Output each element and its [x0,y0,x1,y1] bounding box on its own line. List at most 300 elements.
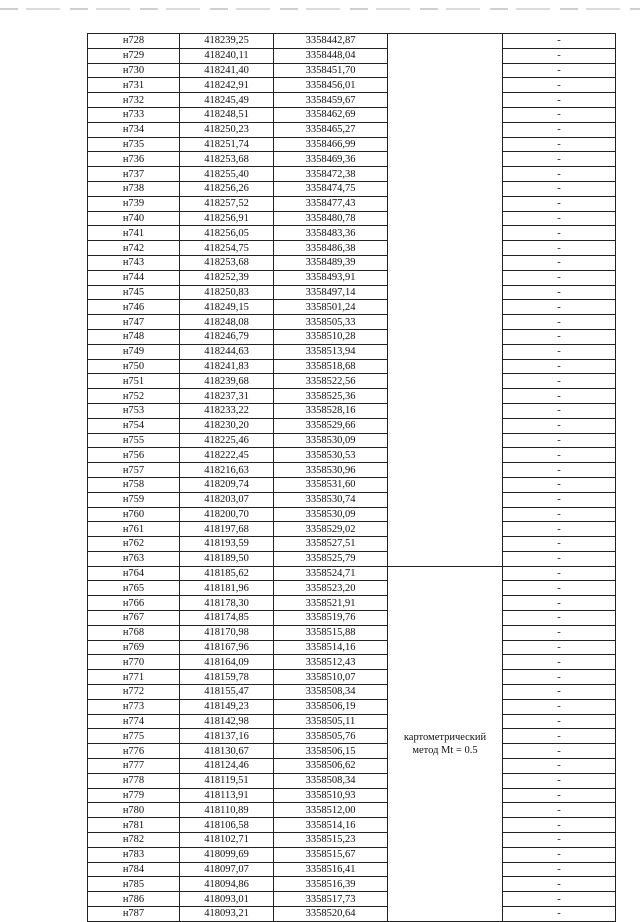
extra-value: - [503,418,616,433]
table-row [88,492,616,507]
coord-x: 418241,83 [180,359,274,374]
coord-y: 3358523,20 [274,581,388,596]
table-row [88,788,616,803]
point-name: н773 [88,699,180,714]
coord-x: 418253,68 [180,255,274,270]
coord-y: 3358520,64 [274,907,388,922]
coord-y: 3358506,62 [274,759,388,774]
coord-x: 418110,89 [180,803,274,818]
coord-x: 418256,91 [180,211,274,226]
extra-value: - [503,892,616,907]
coord-x: 418124,46 [180,759,274,774]
extra-value: - [503,34,616,49]
coord-y: 3358512,43 [274,655,388,670]
coord-y: 3358525,79 [274,551,388,566]
coord-y: 3358521,91 [274,596,388,611]
point-name: н736 [88,152,180,167]
table-row [88,862,616,877]
table-row [88,122,616,137]
extra-value: - [503,788,616,803]
extra-value: - [503,862,616,877]
point-name: н759 [88,492,180,507]
point-name: н752 [88,389,180,404]
coord-y: 3358505,11 [274,714,388,729]
coord-x: 418249,15 [180,300,274,315]
coord-y: 3358480,78 [274,211,388,226]
coord-y: 3358472,38 [274,167,388,182]
table-row [88,759,616,774]
table-row [88,803,616,818]
table-row [88,137,616,152]
method-label-line1: картометрический [403,731,487,743]
point-name: н783 [88,847,180,862]
table-row [88,596,616,611]
coord-y: 3358477,43 [274,196,388,211]
extra-value: - [503,611,616,626]
coord-x: 418149,23 [180,699,274,714]
table-row [88,507,616,522]
point-name: н766 [88,596,180,611]
extra-value: - [503,48,616,63]
coord-y: 3358516,41 [274,862,388,877]
coord-x: 418174,85 [180,611,274,626]
coord-y: 3358530,96 [274,463,388,478]
coord-x: 418164,09 [180,655,274,670]
coord-x: 418241,40 [180,63,274,78]
extra-value: - [503,93,616,108]
coord-y: 3358474,75 [274,181,388,196]
table-row [88,625,616,640]
point-name: н762 [88,537,180,552]
extra-value: - [503,152,616,167]
coord-y: 3358522,56 [274,374,388,389]
coord-x: 418250,23 [180,122,274,137]
point-name: н747 [88,315,180,330]
coord-y: 3358529,02 [274,522,388,537]
extra-value: - [503,773,616,788]
point-name: н787 [88,907,180,922]
coord-y: 3358512,00 [274,803,388,818]
coord-x: 418239,25 [180,34,274,49]
table-row [88,152,616,167]
coord-y: 3358508,34 [274,685,388,700]
table-row [88,226,616,241]
coord-y: 3358510,28 [274,329,388,344]
coord-y: 3358501,24 [274,300,388,315]
coord-x: 418097,07 [180,862,274,877]
coordinates-table [87,33,616,922]
table-row [88,847,616,862]
table-row [88,403,616,418]
point-name: н730 [88,63,180,78]
point-name: н745 [88,285,180,300]
coord-y: 3358510,07 [274,670,388,685]
coord-x: 418093,21 [180,907,274,922]
point-name: н750 [88,359,180,374]
coord-y: 3358505,33 [274,315,388,330]
point-name: н756 [88,448,180,463]
table-row [88,270,616,285]
extra-value: - [503,448,616,463]
method-cell [388,566,503,921]
point-name: н776 [88,744,180,759]
table-row [88,892,616,907]
point-name: н746 [88,300,180,315]
extra-value: - [503,78,616,93]
table-row [88,374,616,389]
coord-x: 418203,07 [180,492,274,507]
point-name: н777 [88,759,180,774]
extra-value: - [503,315,616,330]
table-row [88,611,616,626]
coord-y: 3358508,34 [274,773,388,788]
table-row [88,63,616,78]
point-name: н734 [88,122,180,137]
point-name: н728 [88,34,180,49]
coord-x: 418113,91 [180,788,274,803]
coord-x: 418137,16 [180,729,274,744]
coord-x: 418170,98 [180,625,274,640]
point-name: н769 [88,640,180,655]
coord-x: 418200,70 [180,507,274,522]
table-row [88,463,616,478]
coord-y: 3358517,73 [274,892,388,907]
point-name: н772 [88,685,180,700]
coord-y: 3358505,76 [274,729,388,744]
table-row [88,167,616,182]
table-row [88,744,616,759]
point-name: н781 [88,818,180,833]
extra-value: - [503,522,616,537]
extra-value: - [503,300,616,315]
point-name: н767 [88,611,180,626]
table-row [88,477,616,492]
point-name: н786 [88,892,180,907]
coord-x: 418250,83 [180,285,274,300]
point-name: н732 [88,93,180,108]
table-row [88,300,616,315]
point-name: н780 [88,803,180,818]
coord-x: 418193,59 [180,537,274,552]
extra-value: - [503,907,616,922]
extra-value: - [503,640,616,655]
coord-x: 418209,74 [180,477,274,492]
point-name: н735 [88,137,180,152]
coord-x: 418222,45 [180,448,274,463]
point-name: н731 [88,78,180,93]
point-name: н751 [88,374,180,389]
point-name: н765 [88,581,180,596]
coord-x: 418244,63 [180,344,274,359]
coord-x: 418248,08 [180,315,274,330]
coord-y: 3358442,87 [274,34,388,49]
coord-y: 3358497,14 [274,285,388,300]
table-row [88,181,616,196]
extra-value: - [503,137,616,152]
extra-value: - [503,329,616,344]
coord-x: 418246,79 [180,329,274,344]
table-row [88,833,616,848]
extra-value: - [503,729,616,744]
coord-x: 418240,11 [180,48,274,63]
coord-x: 418251,74 [180,137,274,152]
point-name: н760 [88,507,180,522]
table-row [88,389,616,404]
extra-value: - [503,803,616,818]
point-name: н763 [88,551,180,566]
coord-y: 3358516,39 [274,877,388,892]
point-name: н778 [88,773,180,788]
coord-x: 418106,58 [180,818,274,833]
coord-x: 418230,20 [180,418,274,433]
extra-value: - [503,670,616,685]
coord-x: 418248,51 [180,107,274,122]
coord-y: 3358515,23 [274,833,388,848]
point-name: н755 [88,433,180,448]
coord-x: 418225,46 [180,433,274,448]
coord-y: 3358531,60 [274,477,388,492]
coord-x: 418119,51 [180,773,274,788]
coord-y: 3358530,09 [274,507,388,522]
extra-value: - [503,492,616,507]
coord-y: 3358486,38 [274,241,388,256]
coordinates-table-body [88,34,616,922]
coord-x: 418155,47 [180,685,274,700]
coord-x: 418233,22 [180,403,274,418]
coord-x: 418256,05 [180,226,274,241]
point-name: н779 [88,788,180,803]
coord-x: 418257,52 [180,196,274,211]
point-name: н757 [88,463,180,478]
coord-x: 418130,67 [180,744,274,759]
table-row [88,818,616,833]
table-row [88,714,616,729]
table-row [88,255,616,270]
table-row [88,34,616,49]
coord-y: 3358462,69 [274,107,388,122]
extra-value: - [503,566,616,581]
coord-x: 418178,30 [180,596,274,611]
coord-x: 418142,98 [180,714,274,729]
coord-x: 418159,78 [180,670,274,685]
table-row [88,685,616,700]
coord-y: 3358514,16 [274,818,388,833]
coord-y: 3358524,71 [274,566,388,581]
extra-value: - [503,255,616,270]
extra-value: - [503,744,616,759]
coord-y: 3358525,36 [274,389,388,404]
table-row [88,551,616,566]
method-label-line2: метод Mt = 0.5 [412,744,478,756]
table-row [88,877,616,892]
coord-y: 3358528,16 [274,403,388,418]
coord-y: 3358530,53 [274,448,388,463]
coord-y: 3358506,15 [274,744,388,759]
coord-y: 3358529,66 [274,418,388,433]
coord-y: 3358459,67 [274,93,388,108]
extra-value: - [503,285,616,300]
coord-y: 3358530,09 [274,433,388,448]
point-name: н753 [88,403,180,418]
table-row [88,566,616,581]
extra-value: - [503,596,616,611]
extra-value: - [503,403,616,418]
table-row [88,418,616,433]
coord-x: 418237,31 [180,389,274,404]
extra-value: - [503,389,616,404]
point-name: н733 [88,107,180,122]
extra-value: - [503,477,616,492]
extra-value: - [503,433,616,448]
coord-y: 3358527,51 [274,537,388,552]
table-row [88,107,616,122]
extra-value: - [503,847,616,862]
point-name: н768 [88,625,180,640]
coord-y: 3358519,76 [274,611,388,626]
extra-value: - [503,181,616,196]
extra-value: - [503,655,616,670]
coord-x: 418094,86 [180,877,274,892]
extra-value: - [503,833,616,848]
coord-y: 3358489,39 [274,255,388,270]
coord-x: 418093,01 [180,892,274,907]
extra-value: - [503,122,616,137]
extra-value: - [503,63,616,78]
table-row [88,699,616,714]
coord-y: 3358465,27 [274,122,388,137]
table-row [88,241,616,256]
point-name: н785 [88,877,180,892]
extra-value: - [503,551,616,566]
extra-value: - [503,581,616,596]
coord-x: 418197,68 [180,522,274,537]
coord-x: 418252,39 [180,270,274,285]
coord-y: 3358448,04 [274,48,388,63]
point-name: н782 [88,833,180,848]
coord-x: 418255,40 [180,167,274,182]
coord-y: 3358513,94 [274,344,388,359]
table-row [88,773,616,788]
extra-value: - [503,374,616,389]
point-name: н748 [88,329,180,344]
point-name: н738 [88,181,180,196]
point-name: н784 [88,862,180,877]
coord-x: 418099,69 [180,847,274,862]
point-name: н761 [88,522,180,537]
table-row [88,196,616,211]
extra-value: - [503,537,616,552]
point-name: н758 [88,477,180,492]
coord-x: 418185,62 [180,566,274,581]
point-name: н740 [88,211,180,226]
coord-y: 3358466,99 [274,137,388,152]
extra-value: - [503,226,616,241]
table-row [88,315,616,330]
coord-x: 418216,63 [180,463,274,478]
point-name: н741 [88,226,180,241]
coord-x: 418253,68 [180,152,274,167]
extra-value: - [503,877,616,892]
table-row [88,329,616,344]
coord-x: 418256,26 [180,181,274,196]
coord-x: 418239,68 [180,374,274,389]
extra-value: - [503,167,616,182]
point-name: н764 [88,566,180,581]
table-row [88,48,616,63]
table-row [88,581,616,596]
table-row [88,211,616,226]
table-row [88,285,616,300]
extra-value: - [503,714,616,729]
coord-x: 418189,50 [180,551,274,566]
coord-y: 3358515,67 [274,847,388,862]
coord-x: 418181,96 [180,581,274,596]
extra-value: - [503,270,616,285]
table-row [88,448,616,463]
extra-value: - [503,685,616,700]
coord-y: 3358506,19 [274,699,388,714]
extra-value: - [503,699,616,714]
table-row [88,655,616,670]
table-row [88,344,616,359]
point-name: н749 [88,344,180,359]
coord-x: 418102,71 [180,833,274,848]
coord-x: 418167,96 [180,640,274,655]
extra-value: - [503,463,616,478]
table-row [88,78,616,93]
coord-y: 3358518,68 [274,359,388,374]
point-name: н743 [88,255,180,270]
table-row [88,433,616,448]
extra-value: - [503,196,616,211]
table-row [88,93,616,108]
point-name: н771 [88,670,180,685]
coord-y: 3358530,74 [274,492,388,507]
point-name: н739 [88,196,180,211]
point-name: н770 [88,655,180,670]
table-row [88,640,616,655]
point-name: н774 [88,714,180,729]
extra-value: - [503,359,616,374]
table-row [88,537,616,552]
point-name: н737 [88,167,180,182]
table-row [88,359,616,374]
extra-value: - [503,107,616,122]
extra-value: - [503,759,616,774]
coord-x: 418242,91 [180,78,274,93]
extra-value: - [503,344,616,359]
point-name: н729 [88,48,180,63]
coord-y: 3358483,36 [274,226,388,241]
scan-header-artifact [0,8,640,10]
extra-value: - [503,625,616,640]
coord-x: 418245,49 [180,93,274,108]
point-name: н754 [88,418,180,433]
point-name: н742 [88,241,180,256]
method-cell-empty [388,34,503,567]
table-row [88,907,616,922]
table-row [88,670,616,685]
extra-value: - [503,818,616,833]
coord-y: 3358510,93 [274,788,388,803]
table-row [88,729,616,744]
coord-y: 3358493,91 [274,270,388,285]
coord-y: 3358515,88 [274,625,388,640]
point-name: н744 [88,270,180,285]
extra-value: - [503,507,616,522]
table-row [88,522,616,537]
point-name: н775 [88,729,180,744]
